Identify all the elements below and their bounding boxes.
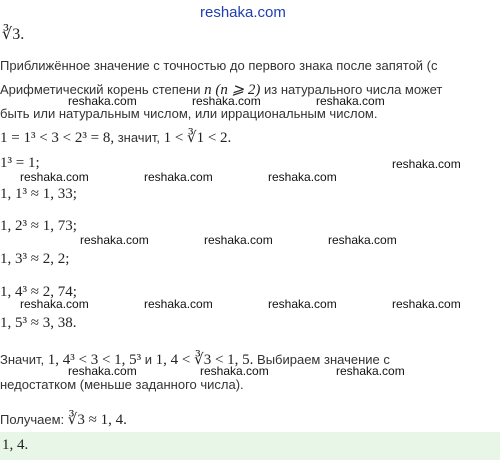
watermark: reshaka.com — [392, 157, 461, 171]
watermark: reshaka.com — [392, 297, 461, 311]
conclusion-line-1 — [0, 350, 390, 369]
conclusion-mid: и — [141, 352, 156, 367]
conclusion-math-1: 1, 4³ < 3 < 1, 5³ — [47, 352, 142, 368]
watermark: reshaka.com — [144, 297, 213, 311]
answer-box — [0, 432, 500, 460]
watermark: reshaka.com — [268, 170, 337, 184]
computation-line: 1³ = 1; — [0, 155, 40, 171]
watermark: reshaka.com — [20, 297, 89, 311]
watermark: reshaka.com — [328, 233, 397, 247]
watermark: reshaka.com — [68, 364, 137, 378]
watermark-top: reshaka.com — [200, 4, 286, 21]
watermark: reshaka.com — [80, 233, 149, 247]
watermark: reshaka.com — [144, 170, 213, 184]
computation-line: 1, 2³ ≈ 1, 73; — [0, 218, 77, 234]
watermark: reshaka.com — [204, 233, 273, 247]
intro-line-3: быть или натуральным числом, или иррациональным числом. — [0, 106, 378, 121]
result-math: ∛3 ≈ 1, 4. — [67, 412, 127, 428]
conclusion-line-2: недостатком (меньше заданного числа). — [0, 377, 244, 392]
result-line — [0, 410, 127, 429]
watermark: reshaka.com — [268, 297, 337, 311]
computation-line: 1, 4³ ≈ 2, 74; — [0, 284, 77, 300]
watermark: reshaka.com — [336, 364, 405, 378]
intro-line-2-math: n (n ⩾ 2) — [204, 82, 261, 98]
watermark: reshaka.com — [192, 94, 261, 108]
intro-line-2-pre: Арифметический корень степени — [0, 82, 205, 97]
intro-line-1: Приближённое значение с точностью до первого знака после запятой (с — [0, 58, 438, 73]
computation-line: 1, 5³ ≈ 3, 38. — [0, 315, 77, 331]
estimate-math: 1 = 1³ < 3 < 2³ = 8, — [0, 130, 115, 146]
result-pre: Получаем: — [0, 412, 68, 427]
watermark: reshaka.com — [316, 94, 385, 108]
computation-line: 1, 1³ ≈ 1, 33; — [0, 186, 77, 202]
estimate-result: 1 < ∛1 < 2. — [163, 130, 232, 146]
computation-line: 1, 3³ ≈ 2, 2; — [0, 251, 70, 267]
answer-value: 1, 4. — [2, 437, 29, 453]
conclusion-math-2: 1, 4 < ∛3 < 1, 5. — [155, 352, 254, 368]
estimate-text: значит, — [114, 130, 164, 145]
watermark: reshaka.com — [68, 94, 137, 108]
conclusion-pre: Значит, — [0, 352, 48, 367]
conclusion-post: Выбираем значение с — [253, 352, 390, 367]
intro-line-2-post: из натурального числа может — [260, 82, 443, 97]
watermark: reshaka.com — [20, 170, 89, 184]
watermark: reshaka.com — [200, 364, 269, 378]
estimate-line — [0, 128, 231, 147]
header-expression: ∛3. — [2, 26, 25, 43]
